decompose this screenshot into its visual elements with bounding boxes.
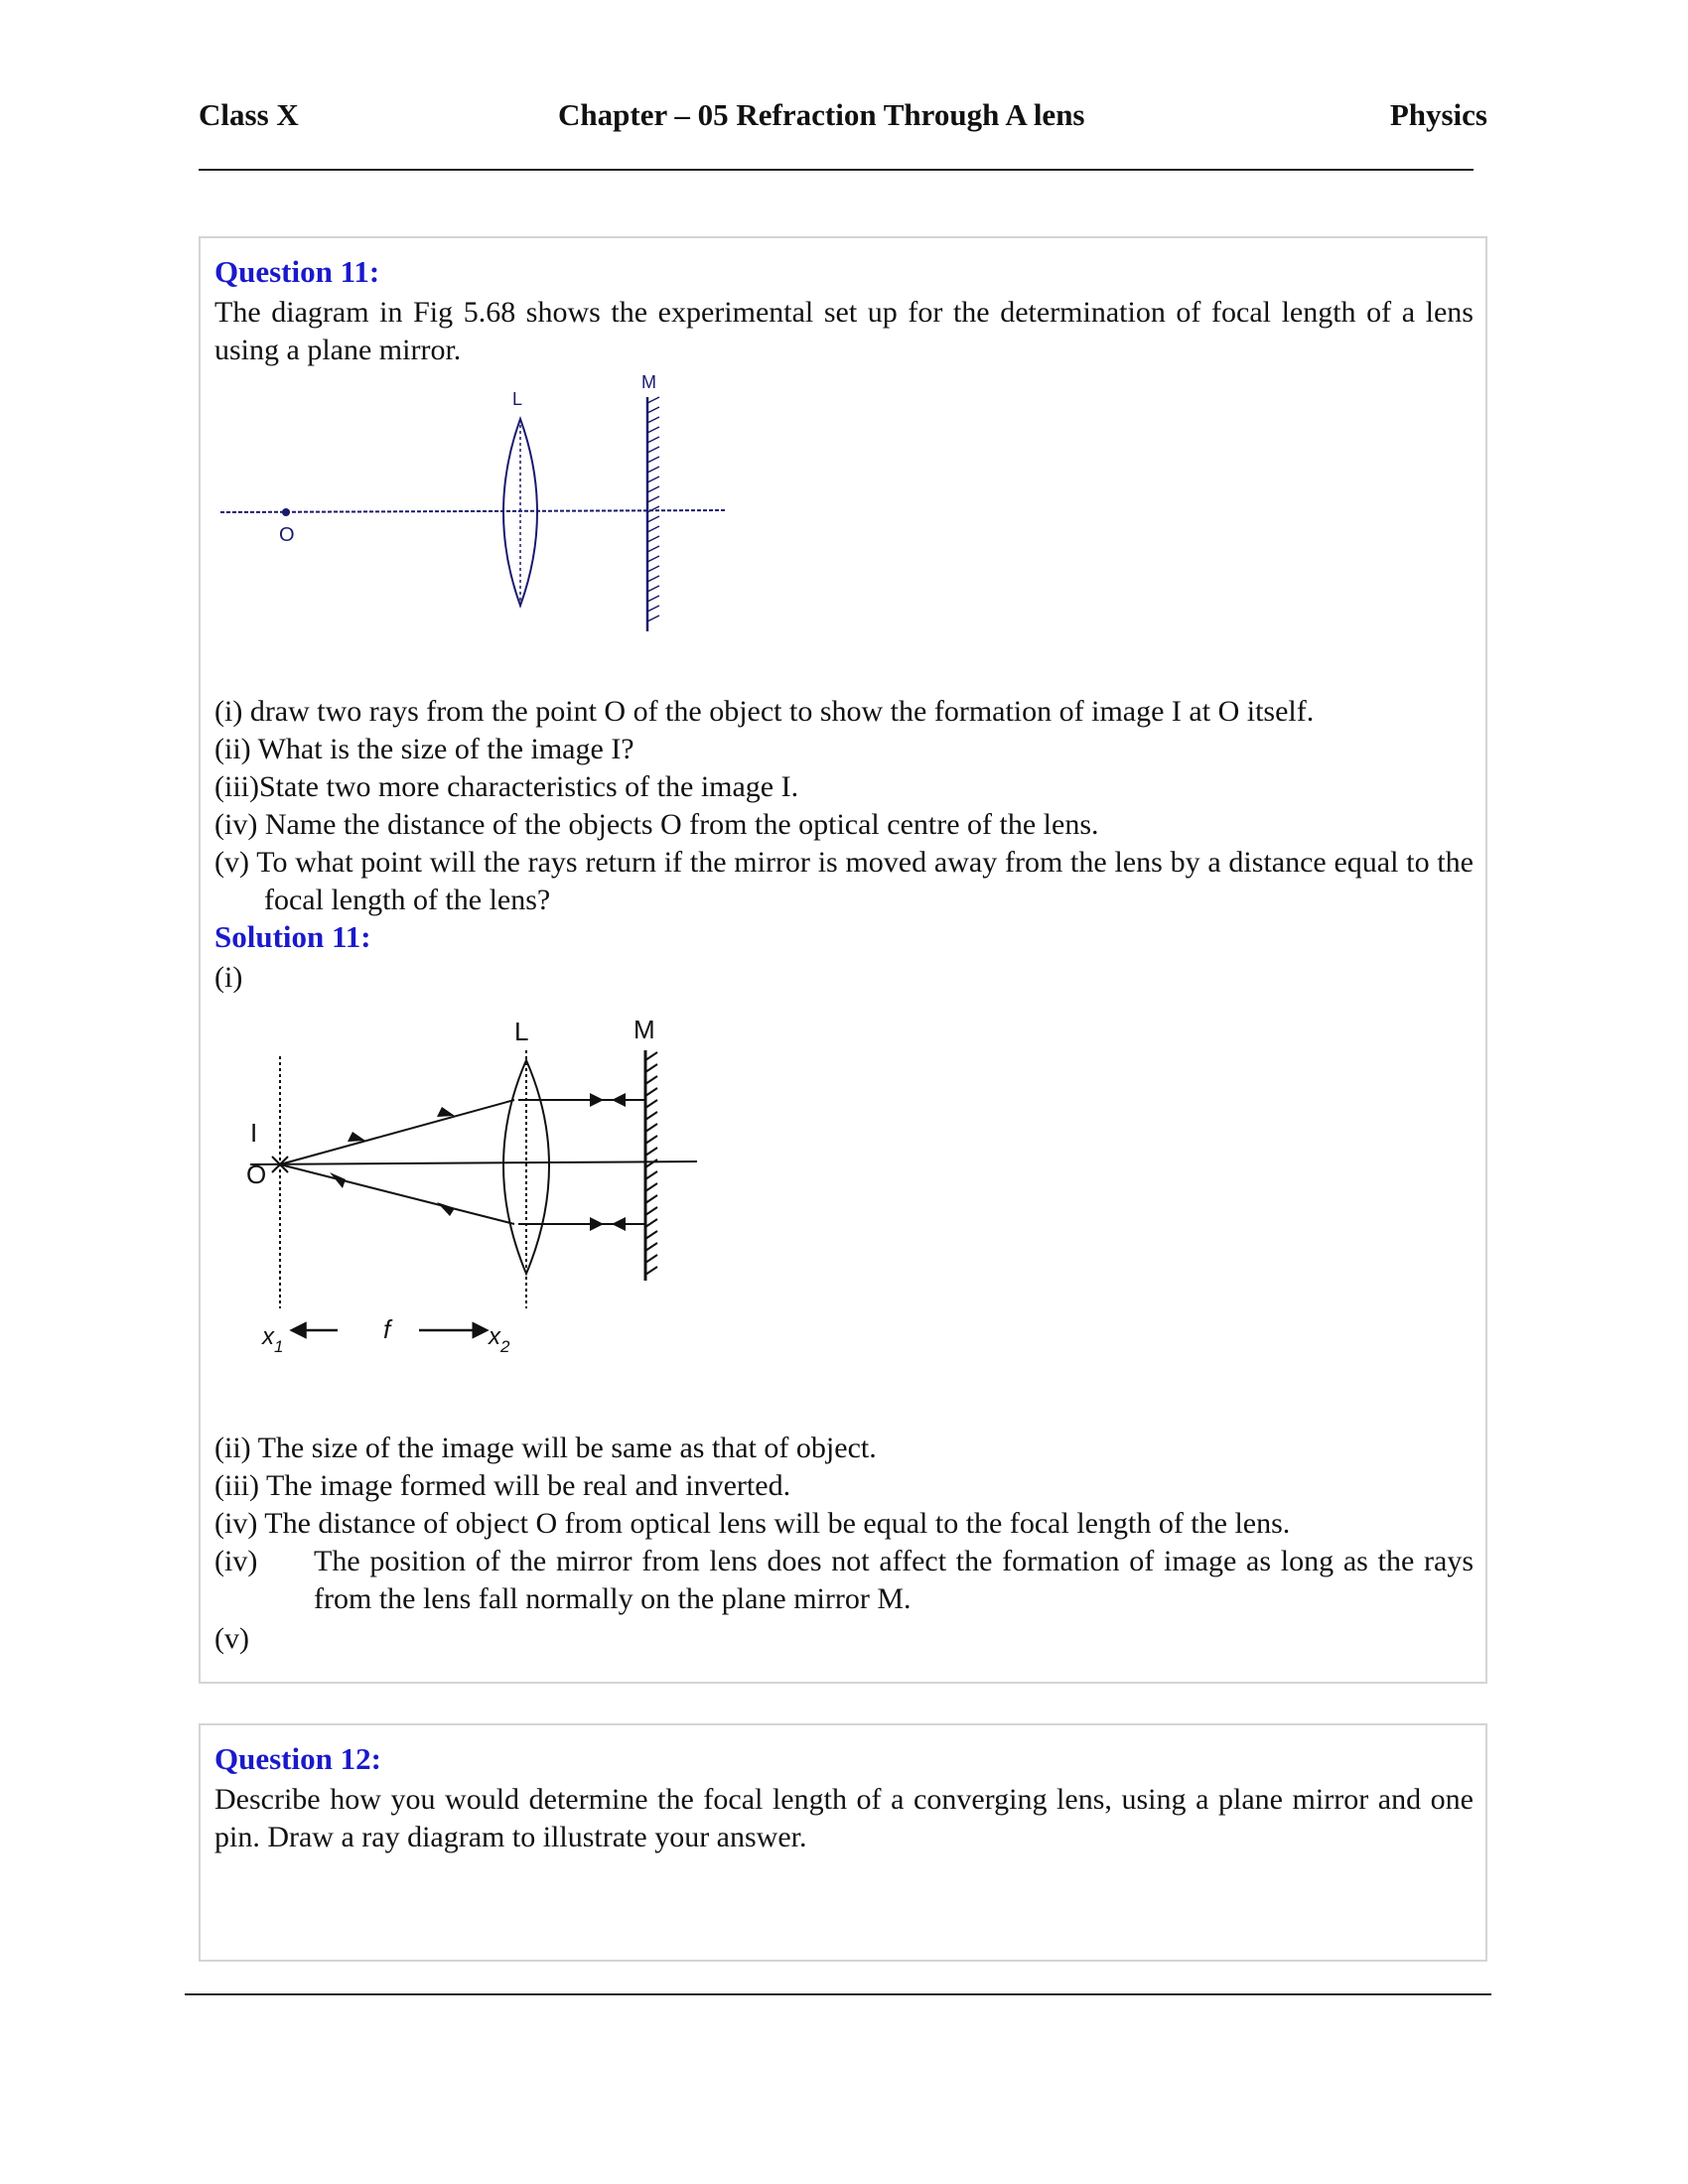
object-label: O (246, 1160, 267, 1189)
solution-11-answer-ii: (ii) The size of the image will be same as that of object. (214, 1432, 877, 1464)
solution-11-answer-iii: (iii) The image formed will be real and inverted. (214, 1469, 791, 1502)
ray-upper-arrow (348, 1132, 365, 1142)
image-label: I (250, 1118, 258, 1148)
object-point (282, 508, 290, 516)
ray-lower-arrow-2 (437, 1202, 455, 1216)
footer-divider (185, 1993, 1491, 1995)
ray-upper-arrow-back (612, 1093, 626, 1107)
question-11-box (199, 236, 1487, 1684)
question-11-label: Question 11: (214, 254, 380, 289)
mirror-label: M (641, 372, 656, 392)
focal-label: f (383, 1314, 391, 1344)
ray-upper-arrow-out (590, 1093, 604, 1107)
ray-lower-arrow (330, 1172, 346, 1188)
x2-label: $x_2$ (489, 1323, 510, 1356)
principal-axis (250, 1161, 697, 1164)
lens-label: L (514, 1017, 529, 1046)
question-11-part-v: (v) To what point will the rays return if the mirror is moved away from the lens by a distance equal to the focal length of the lens? (214, 846, 1474, 916)
question-11-part-i: (i) draw two rays from the point O of the object to show the formation of image I at O itself. (214, 695, 1315, 728)
solution-11-answer-iv-number: (iv) (214, 1545, 258, 1577)
mirror-label: M (633, 1015, 655, 1044)
class-label: Class X (199, 97, 299, 132)
object-label: O (279, 524, 295, 546)
question-11-part-iv: (iv) Name the distance of the objects O from the optical centre of the lens. (214, 808, 1099, 841)
question-11-part-iii: (iii)State two more characteristics of the image I. (214, 770, 799, 803)
convex-lens (503, 419, 537, 606)
question-12-box (199, 1723, 1487, 1962)
ray-lower-arrow-back (612, 1217, 626, 1231)
figure-solution-ray-diagram (220, 1011, 717, 1388)
chapter-title: Chapter – 05 Refraction Through A lens (558, 97, 1085, 132)
figure-lens-mirror-setup (211, 367, 727, 655)
mirror-hatching (647, 397, 659, 621)
solution-11-part-i: (i) (214, 961, 243, 994)
lens-label: L (512, 389, 523, 409)
question-12-label: Question 12: (214, 1741, 381, 1776)
question-11-part-ii: (ii) What is the size of the image I? (214, 733, 634, 765)
solution-11-answer-iv-text: The position of the mirror from lens does not affect the formation of image as long as the rays from the lens fall normally on the plane mirror M. (314, 1545, 1474, 1615)
ray-lower-arrow-out (590, 1217, 604, 1231)
ray-upper-incident (280, 1100, 514, 1164)
question-12-text: Describe how you would determine the focal length of a converging lens, using a plane mirror and one pin. Draw a ray diagram to illustrate your answer. (214, 1783, 1474, 1853)
ray-upper-arrow-2 (437, 1107, 455, 1117)
solution-11-answer-v: (v) (214, 1622, 249, 1655)
solution-11-label: Solution 11: (214, 919, 371, 954)
ray-lower-incident (280, 1164, 514, 1224)
mirror-hatching (645, 1052, 657, 1275)
header-divider (199, 169, 1474, 171)
question-11-text: The diagram in Fig 5.68 shows the experimental set up for the determination of focal length of a lens using a plane mirror. (214, 296, 1474, 366)
solution-11-answer-iv: (iv) The distance of object O from optical lens will be equal to the focal length of the lens. (214, 1507, 1291, 1540)
subject-label: Physics (1389, 97, 1487, 132)
x1-label: $x_1$ (262, 1323, 284, 1356)
page-header (199, 97, 1487, 141)
